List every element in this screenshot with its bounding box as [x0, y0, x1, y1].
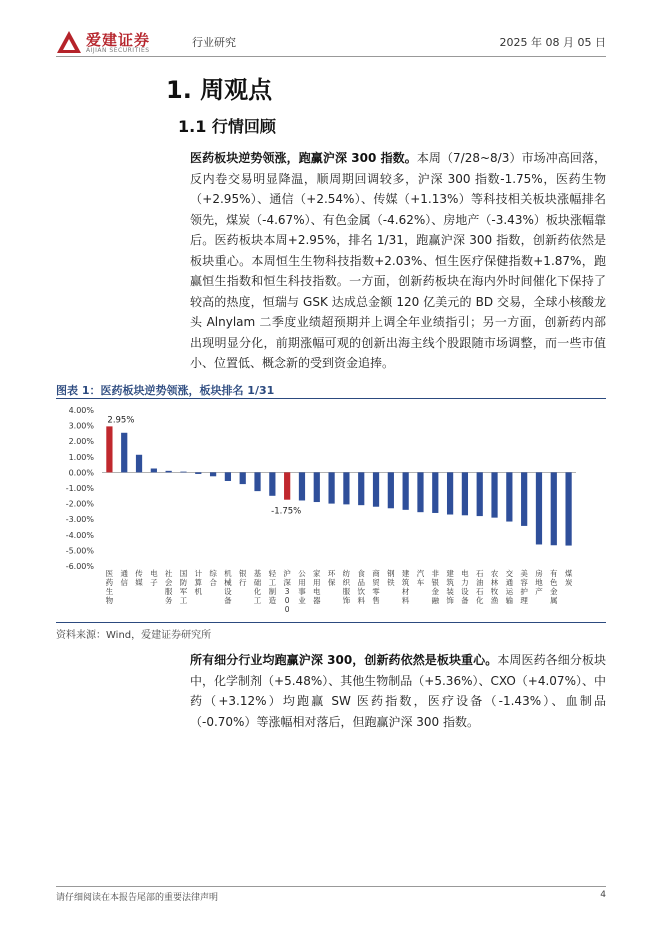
x-tick-label-char: 林	[490, 578, 499, 587]
bar-2	[136, 455, 142, 473]
y-tick-label: -2.00%	[65, 499, 94, 509]
x-tick-label-char: 有	[550, 569, 558, 578]
x-tick-label-char: 料	[357, 596, 365, 605]
x-tick-label-char: 石	[475, 587, 484, 596]
x-tick-label-char: 筑	[401, 578, 410, 587]
x-tick-label-char: 银	[238, 569, 247, 578]
bar-22	[432, 472, 438, 513]
x-tick-label-char: 电	[150, 569, 158, 578]
x-tick-label-char: 础	[253, 578, 262, 587]
x-tick-label-char: 输	[505, 596, 514, 605]
x-tick-label-char: 防	[179, 578, 188, 587]
x-tick-label-char: 饮	[357, 587, 365, 596]
bar-25	[477, 472, 483, 516]
x-tick-label-char: 钢	[387, 569, 395, 578]
x-tick-label-char: 地	[535, 578, 543, 587]
x-tick-label-char: 保	[327, 578, 336, 587]
page-number: 4	[600, 890, 606, 900]
bar-15	[328, 472, 334, 503]
figure-title: 图表 1：医药板块逆势领涨，板块排名 1/31	[56, 384, 275, 397]
company-logo	[56, 28, 186, 56]
footer-divider	[56, 886, 606, 887]
bar-1	[121, 433, 127, 473]
paragraph-subsector-lead: 所有细分行业均跑赢沪深 300，创新药依然是板块重心。	[190, 653, 498, 667]
x-tick-label-char: 行	[238, 578, 247, 587]
x-tick-label-char: 美	[520, 569, 528, 578]
x-tick-label-char: 信	[120, 578, 128, 587]
bar-28	[521, 472, 527, 526]
paragraph-subsector-body: 本周医药各细分板块中，化学制剂（+5.48%）、其他生物制品（+5.36%）、CXO（+4.07%）、中药（+3.12%）均跑赢 SW 医药指数，医疗设备（-1.43%）、血制品（-0.70%）等涨幅相对落后，但跑赢沪深 300 指数。	[190, 653, 606, 729]
x-tick-label-char: 织	[342, 578, 351, 587]
x-tick-label-char: 算	[194, 578, 203, 587]
x-tick-label-char: 装	[446, 587, 454, 596]
x-tick-label-char: 饰	[446, 596, 454, 605]
x-tick-label-char: 械	[224, 578, 232, 587]
bar-11	[269, 472, 275, 495]
y-tick-label: -4.00%	[65, 530, 94, 540]
bar-24	[462, 472, 468, 515]
bar-0	[106, 426, 112, 472]
x-tick-label-char: 贸	[372, 578, 380, 587]
x-tick-label-char: 计	[194, 569, 203, 578]
x-tick-label-char: 铁	[387, 578, 395, 587]
x-tick-label-char: 房	[535, 569, 543, 578]
report-section-label: 行业研究	[192, 36, 236, 49]
x-tick-label-char: 通	[120, 569, 128, 578]
x-tick-label-char: 融	[431, 596, 440, 605]
x-tick-label-char: 料	[401, 596, 410, 605]
x-tick-label-char: 车	[416, 578, 425, 587]
x-tick-label-char: 农	[490, 569, 499, 578]
x-tick-label-char: 运	[505, 587, 514, 596]
y-tick-label: 0.00%	[68, 468, 94, 478]
x-tick-label-char: 金	[550, 587, 558, 596]
x-tick-label-char: 油	[475, 578, 484, 587]
x-tick-label-char: 备	[224, 596, 232, 605]
x-tick-label-char: 社	[164, 569, 173, 578]
x-tick-label-char: 色	[550, 578, 558, 587]
y-tick-label: -6.00%	[65, 562, 94, 571]
x-tick-label-char: 售	[372, 596, 380, 605]
x-tick-label-char: 综	[209, 569, 217, 578]
x-tick-label-char: 服	[164, 587, 173, 596]
bar-19	[388, 472, 394, 508]
bar-31	[565, 472, 571, 545]
bar-16	[343, 472, 349, 504]
bar-13	[299, 472, 305, 500]
bar-18	[373, 472, 379, 506]
x-tick-label-char: 公	[298, 569, 306, 578]
x-tick-label-char: 护	[520, 587, 528, 596]
x-tick-label-char: 国	[179, 569, 188, 578]
x-tick-label-char: 零	[372, 587, 380, 596]
x-tick-label-char: 品	[357, 578, 365, 587]
x-tick-label-char: 机	[224, 569, 232, 578]
heading-market-review: 1.1 行情回顾	[178, 117, 276, 136]
x-tick-label-char: 建	[401, 569, 410, 578]
x-tick-label-char: 军	[179, 587, 188, 596]
x-tick-label-char: 力	[461, 578, 469, 587]
x-tick-label-char: 产	[535, 587, 543, 596]
y-tick-label: 3.00%	[68, 421, 94, 431]
x-tick-label-char: 汽	[416, 569, 425, 578]
paragraph-market-review-lead: 医药板块逆势领涨，跑赢沪深 300 指数。	[190, 151, 417, 165]
x-tick-label-char: 煤	[564, 569, 573, 578]
paragraph-market-review	[190, 148, 606, 374]
x-tick-label-char: 渔	[490, 596, 499, 605]
x-tick-label-char: 交	[505, 569, 514, 578]
x-tick-label-char: 电	[313, 587, 321, 596]
x-tick-label-char: 医	[105, 569, 114, 578]
x-tick-label-char: 服	[342, 587, 351, 596]
data-label: 2.95%	[107, 415, 135, 426]
x-tick-label-char: 传	[135, 569, 143, 578]
x-tick-label-char: 用	[313, 578, 321, 587]
bar-29	[536, 472, 542, 544]
logo-mark-icon	[56, 30, 82, 54]
x-tick-label-char: 基	[253, 569, 262, 578]
figure-bottom-rule	[56, 622, 606, 623]
logo-english-name: AIJIAN SECURITIES	[86, 47, 150, 54]
x-tick-label-char: 3	[284, 587, 290, 596]
x-tick-label-char: 0	[284, 596, 290, 605]
x-tick-label-char: 非	[431, 569, 440, 578]
x-tick-label-char: 合	[209, 578, 217, 587]
x-tick-label-char: 业	[298, 596, 306, 605]
bar-4	[166, 471, 172, 473]
figure-source: 资料来源：Wind，爱建证券研究所	[56, 630, 212, 641]
x-tick-label-char: 设	[224, 587, 232, 596]
x-tick-label-char: 事	[298, 587, 306, 596]
bar-7	[210, 472, 216, 476]
heading-weekly-view: 1. 周观点	[166, 76, 273, 104]
x-tick-label-char: 轻	[268, 569, 277, 578]
bar-12	[284, 472, 290, 499]
y-tick-label: -3.00%	[65, 515, 94, 525]
x-tick-label-char: 化	[475, 596, 484, 605]
x-tick-label-char: 纺	[342, 569, 351, 578]
x-tick-label-char: 化	[253, 587, 262, 596]
y-tick-label: 2.00%	[68, 437, 94, 447]
bar-9	[240, 472, 246, 484]
paragraph-subsector-review	[190, 650, 606, 732]
x-tick-label-char: 环	[327, 569, 336, 578]
bar-23	[447, 472, 453, 514]
x-tick-label-char: 商	[372, 569, 380, 578]
x-tick-label-char: 筑	[446, 578, 454, 587]
x-tick-label-char: 银	[431, 578, 440, 587]
page-header	[56, 28, 606, 58]
x-tick-label-char: 石	[475, 569, 484, 578]
bar-8	[225, 472, 231, 481]
sector-performance-bar-chart	[56, 400, 606, 620]
x-tick-label-char: 理	[520, 596, 528, 605]
x-tick-label-char: 属	[550, 596, 558, 605]
x-tick-label-char: 物	[105, 596, 114, 605]
x-tick-label-char: 制	[268, 587, 277, 596]
y-tick-label: -5.00%	[65, 546, 94, 556]
x-tick-label-char: 工	[179, 596, 188, 605]
x-tick-label-char: 器	[313, 596, 321, 605]
bar-30	[551, 472, 557, 545]
x-tick-label-char: 炭	[564, 578, 573, 587]
bar-20	[403, 472, 409, 509]
y-tick-label: 1.00%	[68, 452, 94, 462]
x-tick-label-char: 建	[446, 569, 454, 578]
logo-chinese-name: 爱建证券	[86, 31, 151, 49]
x-tick-label-char: 食	[357, 569, 365, 578]
x-tick-label-char: 容	[520, 578, 528, 587]
bar-17	[358, 472, 364, 505]
bar-21	[417, 472, 423, 512]
x-tick-label-char: 工	[253, 596, 262, 605]
footer-disclaimer: 请仔细阅读在本报告尾部的重要法律声明	[56, 893, 219, 903]
data-label: -1.75%	[271, 506, 302, 517]
bar-3	[151, 469, 157, 473]
x-tick-label-char: 0	[284, 605, 290, 614]
x-tick-label-char: 药	[105, 578, 114, 587]
header-divider	[56, 56, 606, 57]
bar-14	[314, 472, 320, 502]
bar-6	[195, 472, 201, 474]
x-tick-label-char: 会	[164, 578, 173, 587]
x-tick-label-char: 务	[164, 596, 173, 605]
x-tick-label-char: 通	[505, 578, 514, 587]
bar-5	[180, 472, 186, 473]
x-tick-label-char: 电	[461, 569, 469, 578]
x-tick-label-char: 工	[268, 578, 277, 587]
x-tick-label-char: 媒	[135, 578, 143, 587]
bar-26	[491, 472, 497, 517]
y-tick-label: 4.00%	[68, 406, 94, 415]
x-tick-label-char: 牧	[490, 587, 499, 596]
figure-top-rule	[56, 398, 606, 399]
bar-27	[506, 472, 512, 521]
x-tick-label-char: 子	[150, 578, 158, 587]
x-tick-label-char: 用	[298, 578, 306, 587]
x-tick-label-char: 生	[105, 587, 114, 596]
x-tick-label-char: 设	[461, 587, 469, 596]
x-tick-label-char: 饰	[342, 596, 351, 605]
x-tick-label-char: 机	[194, 587, 203, 596]
x-tick-label-char: 材	[401, 587, 410, 596]
x-tick-label-char: 家	[313, 569, 321, 578]
x-tick-label-char: 备	[461, 596, 469, 605]
y-tick-label: -1.00%	[65, 484, 94, 493]
x-tick-label-char: 金	[431, 587, 440, 596]
x-tick-label-char: 深	[283, 578, 291, 587]
x-tick-label-char: 沪	[283, 569, 291, 578]
paragraph-market-review-body: 本周（7/28~8/3）市场冲高回落，反内卷交易明显降温，顺周期回调较多，沪深 300 指数-1.75%，医药生物（+2.95%）、通信（+2.54%）、传媒（+1.13%）等科技相关板块涨幅排名领先，煤炭（-4.67%）、有色金属（-4.62%）、房地产（-3.43%）板块涨幅靠后。医药板块本周+2.95%，排名 1/31，跑赢沪深 300 指数，创新药依然是板块重心。本周恒生生物科技指数+2.03%、恒生医疗保健指数+1.87%，跑赢恒生指数和恒生科技指数。一方面，创新药板块在海内外时间催化下保持了较高的热度，恒瑞与 GSK 达成总金额 120 亿美元的 BD 交易，全球小核酸龙头 Alnylam 二季度业绩超预期并上调全年业绩指引；另一方面，创新药内部出现明显分化，前期涨幅可观的创新出海主线个股跟随市场调整，而一些市值小、位置低、概念新的受到资金追捧。	[190, 151, 606, 370]
bar-10	[254, 472, 260, 491]
report-date: 2025 年 08 月 05 日	[499, 36, 606, 49]
x-tick-label-char: 造	[268, 596, 277, 605]
